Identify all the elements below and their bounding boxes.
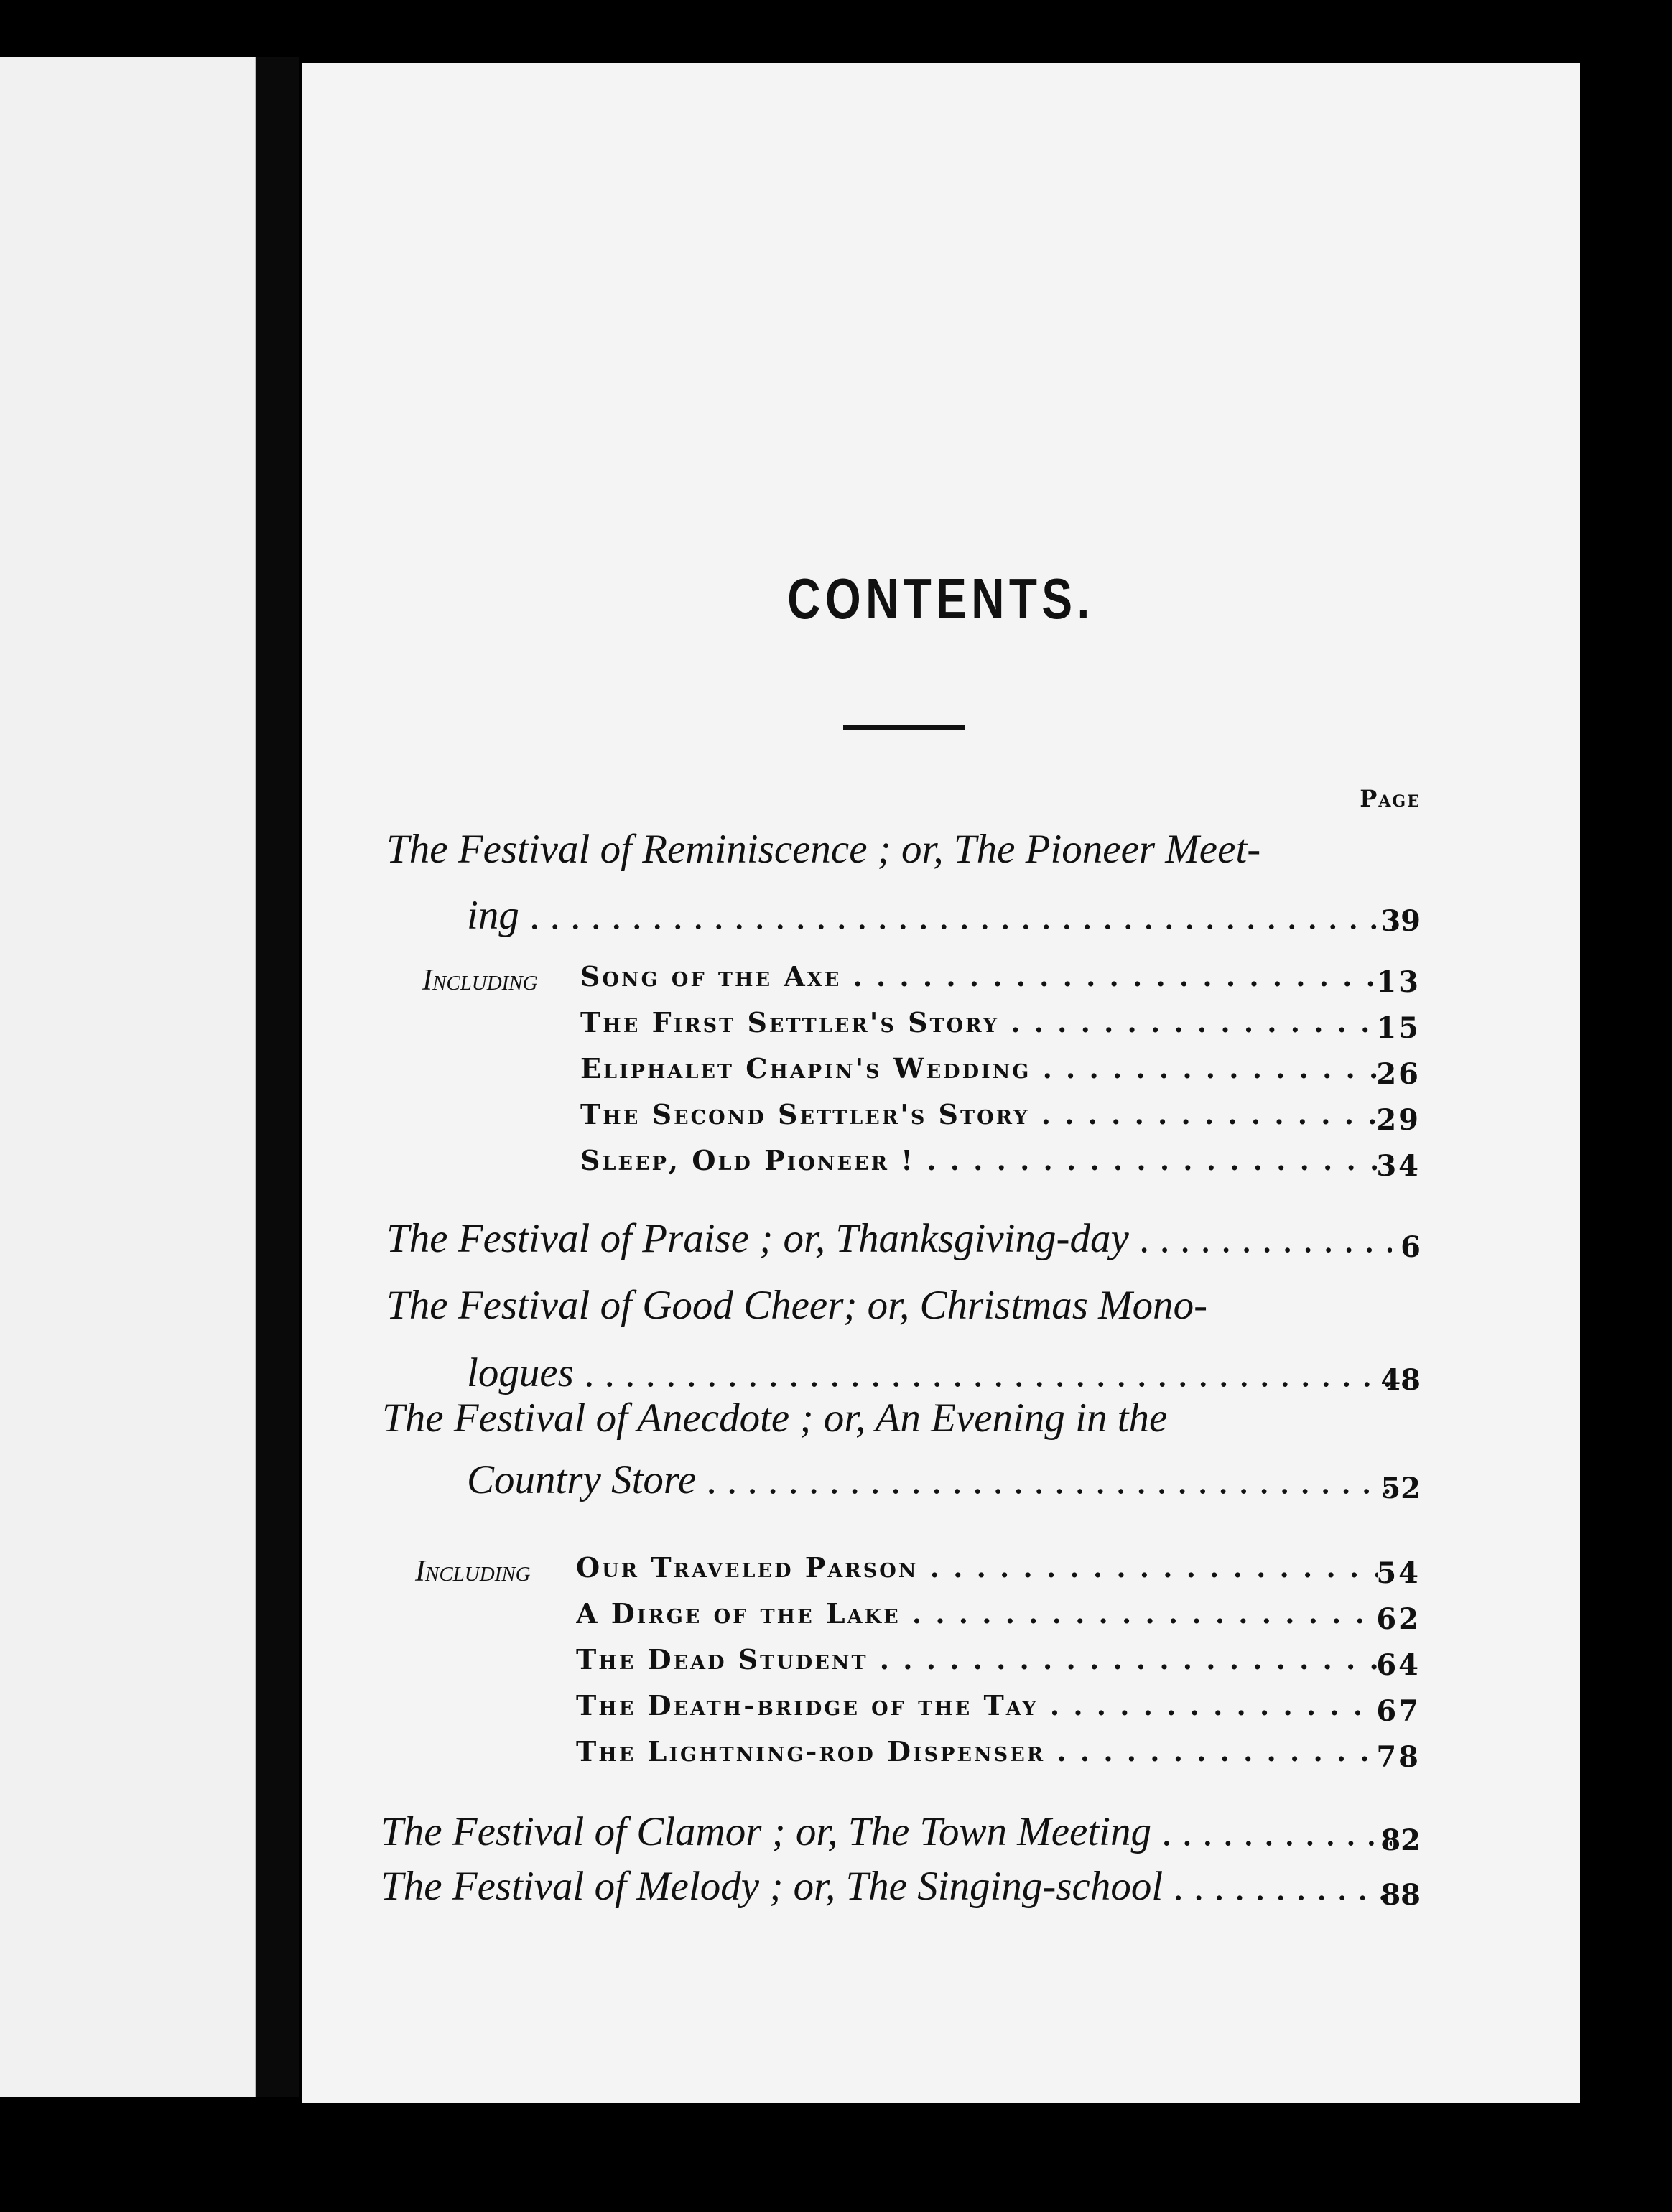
entry-page-number: 52	[1380, 1472, 1421, 1505]
entry-title-line1: The Festival of Good Cheer; or, Christmas Mono-	[386, 1283, 1208, 1328]
book-gutter	[256, 57, 299, 2097]
page-column-label: Page	[1360, 785, 1421, 812]
entry-title-line2: logues . . .	[467, 1347, 1393, 1400]
heading-rule	[843, 725, 965, 730]
sub-entry-title: A Dirge of the Lake . . .	[576, 1591, 1378, 1637]
sub-entry-title: The Dead Student . . .	[576, 1637, 1378, 1683]
entry-page-number: 82	[1380, 1823, 1421, 1857]
entry-page-number: 48	[1380, 1363, 1421, 1397]
sub-entry-title: Sleep, Old Pioneer ! . . .	[580, 1138, 1378, 1184]
sub-entry-title: The Death-bridge of the Tay . . .	[576, 1683, 1378, 1729]
page-heading: CONTENTS.	[787, 567, 1095, 631]
sub-entry-page: 29	[1376, 1103, 1421, 1137]
entry-title-line1: The Festival of Anecdote ; or, An Evening in the	[382, 1395, 1168, 1441]
sub-entry-title: Song of the Axe . . .	[580, 954, 1378, 1000]
sub-entry-page: 78	[1376, 1740, 1421, 1774]
sub-entry-title: The Second Settler's Story . . .	[580, 1092, 1378, 1138]
entry-title-line1: The Festival of Clamor ; or, The Town Meeting . . .	[381, 1806, 1392, 1859]
including-label: Including	[422, 964, 538, 997]
sub-entry-page: 54	[1376, 1556, 1421, 1590]
entry-title-line1: The Festival of Reminiscence ; or, The Pioneer Meet-	[386, 827, 1261, 872]
entry-title-line1: The Festival of Praise ; or, Thanksgiving-day . . .	[386, 1212, 1392, 1265]
including-label: Including	[415, 1555, 531, 1588]
entry-page-number: 88	[1380, 1878, 1421, 1912]
sub-entry-title: Eliphalet Chapin's Wedding . . .	[580, 1046, 1378, 1092]
sub-entry-page: 62	[1376, 1602, 1421, 1636]
sub-entry-page: 26	[1376, 1057, 1421, 1091]
entry-title-line2: Country Store . . .	[467, 1454, 1393, 1507]
sub-entry-title: The First Settler's Story . . .	[580, 1000, 1378, 1046]
sub-entry-title: The Lightning-rod Dispenser . . .	[576, 1729, 1378, 1775]
sub-entry-page: 13	[1376, 965, 1421, 999]
entry-page-number: 6	[1401, 1230, 1421, 1264]
sub-entry-page: 64	[1376, 1648, 1421, 1682]
entry-page-number: 39	[1380, 904, 1421, 938]
sub-entry-page: 67	[1376, 1694, 1421, 1728]
sub-entry-page: 34	[1376, 1149, 1421, 1183]
entry-title-line1: The Festival of Melody ; or, The Singing-school . . .	[381, 1860, 1392, 1913]
sub-entry-title: Our Traveled Parson . . .	[576, 1545, 1378, 1591]
entry-title-line2: ing . . .	[467, 889, 1393, 942]
contents-page	[302, 63, 1580, 2103]
sub-entry-page: 15	[1376, 1011, 1421, 1045]
facing-page	[0, 57, 256, 2097]
